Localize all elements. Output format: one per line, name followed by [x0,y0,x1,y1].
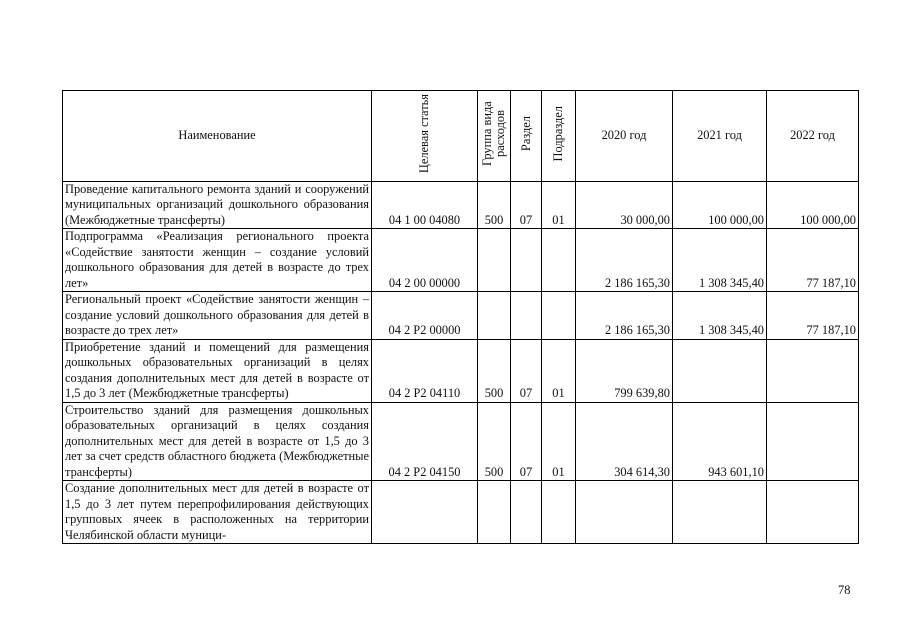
header-subsection: Подраздел [542,91,576,182]
row-amount-2020: 2 186 165,30 [576,292,673,340]
row-amount-2022: 77 187,10 [767,229,859,292]
row-expense-group [478,481,511,544]
row-expense-group: 500 [478,339,511,402]
header-year-2021: 2021 год [673,91,767,182]
row-expense-group [478,229,511,292]
header-target-article: Целевая статья [372,91,478,182]
row-amount-2020 [576,481,673,544]
row-amount-2020: 799 639,80 [576,339,673,402]
row-amount-2022 [767,481,859,544]
row-target-article: 04 2 00 00000 [372,229,478,292]
row-section [511,481,542,544]
table-row [63,229,859,292]
table-row [63,339,859,402]
row-amount-2021: 943 601,10 [673,402,767,481]
table-row [63,481,859,544]
row-name: Региональный проект «Содействие занятости женщин – создание условий дошкольного образования для детей в возрасте до трех лет» [63,292,372,340]
row-section: 07 [511,181,542,229]
row-amount-2021: 1 308 345,40 [673,292,767,340]
row-section: 07 [511,402,542,481]
row-target-article: 04 1 00 04080 [372,181,478,229]
row-target-article: 04 2 P2 00000 [372,292,478,340]
row-subsection [542,481,576,544]
row-target-article: 04 2 P2 04150 [372,402,478,481]
row-section: 07 [511,339,542,402]
header-name: Наименование [63,91,372,182]
row-target-article: 04 2 P2 04110 [372,339,478,402]
row-name: Проведение капитального ремонта зданий и сооружений муниципальных организаций дошкольного образования (Межбюджетные трансферты) [63,181,372,229]
row-subsection: 01 [542,402,576,481]
row-subsection [542,229,576,292]
row-amount-2021: 1 308 345,40 [673,229,767,292]
table-row [63,292,859,340]
page-number: 78 [838,583,851,597]
row-amount-2021 [673,481,767,544]
row-amount-2020: 30 000,00 [576,181,673,229]
row-subsection: 01 [542,339,576,402]
row-subsection: 01 [542,181,576,229]
row-amount-2021 [673,339,767,402]
row-section [511,229,542,292]
row-subsection [542,292,576,340]
header-section: Раздел [511,91,542,182]
row-amount-2022 [767,339,859,402]
row-expense-group: 500 [478,181,511,229]
row-section [511,292,542,340]
table-header-row [63,91,859,182]
table-row [63,181,859,229]
row-amount-2020: 2 186 165,30 [576,229,673,292]
row-amount-2022: 100 000,00 [767,181,859,229]
row-name: Создание дополнительных мест для детей в возрасте от 1,5 до 3 лет путем перепрофилирования действующих групповых ячеек в расположенных на территории Челябинской области муници- [63,481,372,544]
row-target-article [372,481,478,544]
row-name: Строительство зданий для размещения дошкольных образовательных организаций в целях создания дополнительных мест для детей в возрасте от 1,5 до 3 лет за счет средств областного бюджета (Межбюджетные трансферты) [63,402,372,481]
row-amount-2022: 77 187,10 [767,292,859,340]
budget-table [62,90,859,544]
row-amount-2022 [767,402,859,481]
row-expense-group: 500 [478,402,511,481]
header-expense-group: Группа вида расходов [478,91,511,182]
row-name: Приобретение зданий и помещений для размещения дошкольных образовательных организаций в целях создания дополнительных мест для детей в возрасте от 1,5 до 3 лет (Межбюджетные трансферты) [63,339,372,402]
header-year-2020: 2020 год [576,91,673,182]
row-expense-group [478,292,511,340]
row-amount-2020: 304 614,30 [576,402,673,481]
header-year-2022: 2022 год [767,91,859,182]
table-row [63,402,859,481]
row-name: Подпрограмма «Реализация регионального проекта «Содействие занятости женщин – создание условий дошкольного образования для детей в возрасте до трех лет» [63,229,372,292]
row-amount-2021: 100 000,00 [673,181,767,229]
